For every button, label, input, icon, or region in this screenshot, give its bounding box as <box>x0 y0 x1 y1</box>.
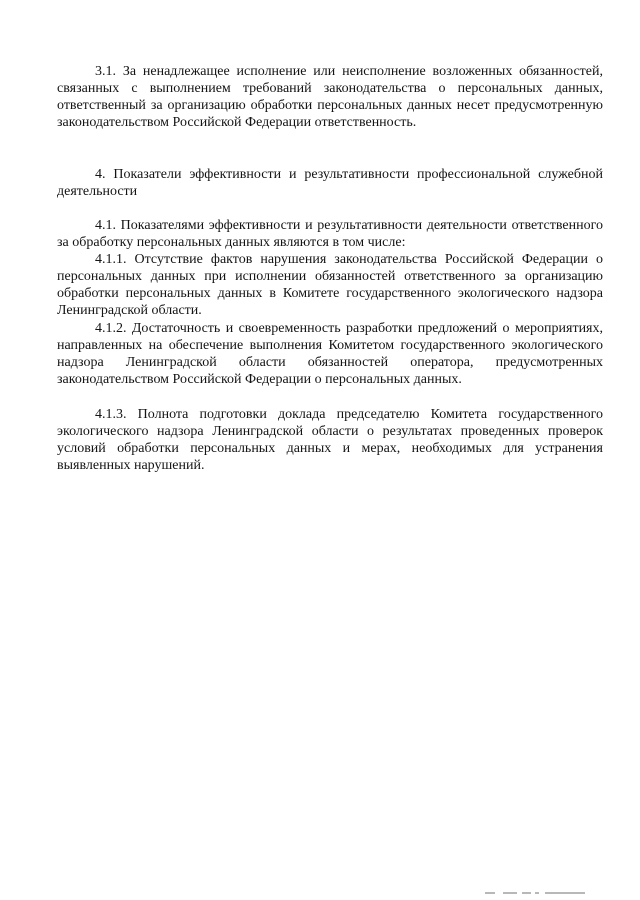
paragraph-4-1-3: 4.1.3. Полнота подготовки доклада председателю Комитета государственного экологического надзора Ленинградской области о результатах проведенных проверок условий обработки персональных данных и мерах, необходимых для устранения выявленных нарушений. <box>57 407 603 473</box>
paragraph-4-1: 4.1. Показателями эффективности и результативности деятельности ответственного за обработку персональных данных являются в том числе: <box>57 218 603 250</box>
section-heading-4: 4. Показатели эффективности и результативности профессиональной служебной деятельности <box>57 167 603 199</box>
paragraph-3-1: 3.1. За ненадлежащее исполнение или неисполнение возложенных обязанностей, связанных с выполнением требований законодательства о персональных данных, ответственный за организацию обработки персональных данных несет предусмотренную законодательством Российской Федерации ответственность. <box>57 64 603 130</box>
paragraph-4-1-2: 4.1.2. Достаточность и своевременность разработки предложений о мероприятиях, направленных на обеспечение выполнения Комитетом государственного экологического надзора Ленинградской области обязанностей оператора, предусмотренных законодательством Российской Федерации о персональных данных. <box>57 321 603 387</box>
scan-artifact-marks <box>485 891 605 895</box>
paragraph-4-1-1: 4.1.1. Отсутствие фактов нарушения законодательства Российской Федерации о персональных данных при исполнении обязанностей ответственного за организацию обработки персональных данных в Комитете государственного экологического надзора Ленинградской области. <box>57 252 603 318</box>
